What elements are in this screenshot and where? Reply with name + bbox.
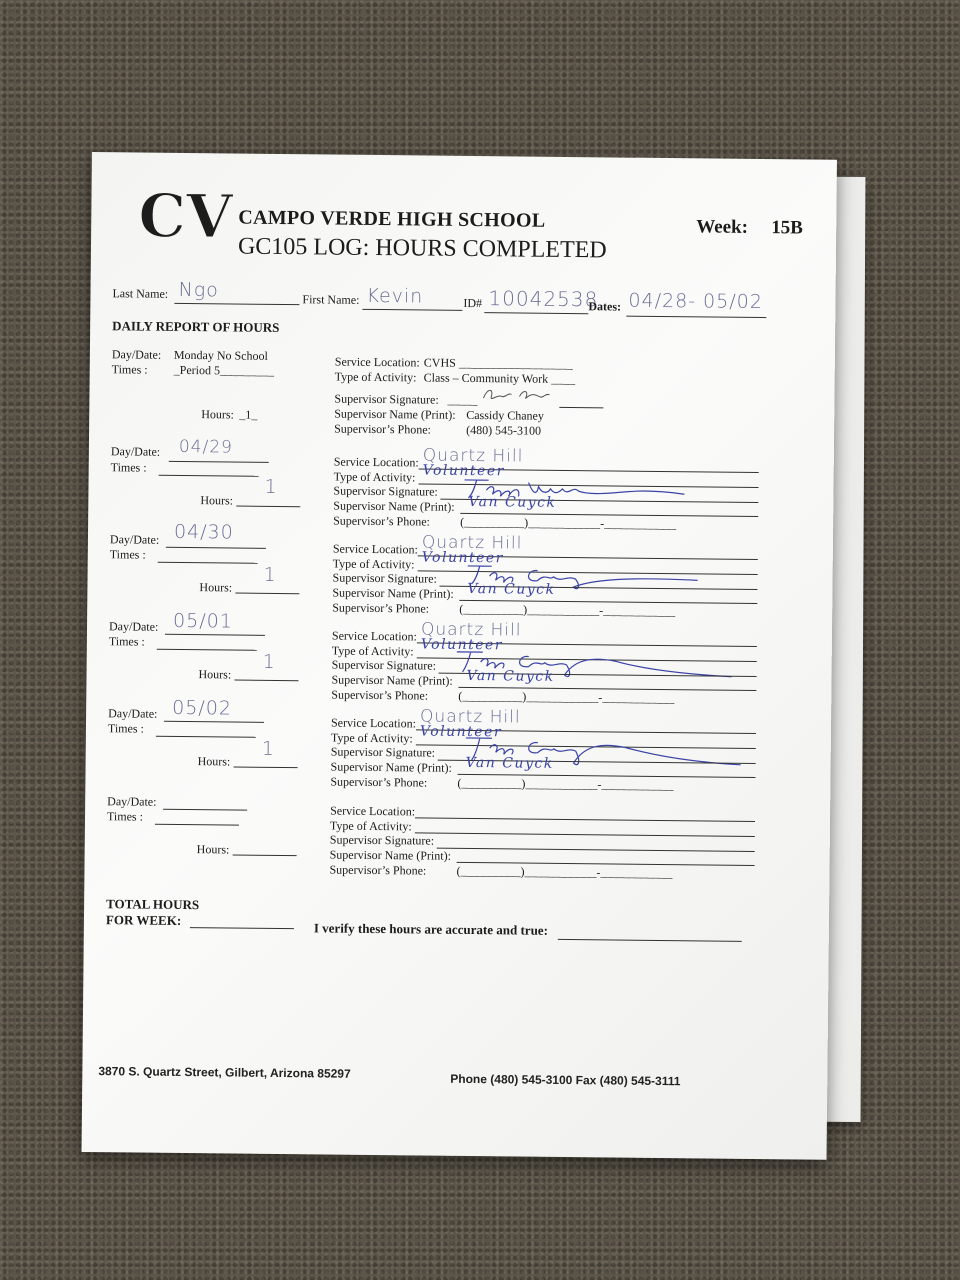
logo-text: CV xyxy=(137,181,234,253)
example-name-label: Supervisor Name (Print): xyxy=(334,406,456,422)
entry-2-phone-label: Supervisor’s Phone: xyxy=(332,600,430,616)
entry-1-activity-field[interactable]: Volunteer xyxy=(422,462,505,480)
total-hours-label-2: FOR WEEK: xyxy=(105,912,182,928)
entry-3-location-label: Service Location: xyxy=(331,628,417,644)
entry-3-name-field[interactable]: Van Cuyck xyxy=(466,667,555,685)
entry-2-name-label: Supervisor Name (Print): xyxy=(332,585,454,601)
example-activity-label: Type of Activity: xyxy=(334,369,417,385)
entry-5-phone-label: Supervisor’s Phone: xyxy=(329,862,427,878)
first-name-label: First Name: xyxy=(302,292,360,307)
section-title: DAILY REPORT OF HOURS xyxy=(112,318,280,335)
last-name-label: Last Name: xyxy=(112,286,169,301)
entry-3-times-label: Times : xyxy=(108,634,145,649)
example-phone-label: Supervisor’s Phone: xyxy=(334,421,431,437)
entry-2-phone-field[interactable]: (__________)____________-____________ xyxy=(459,601,676,619)
entry-3-phone-field[interactable]: (__________)____________-____________ xyxy=(458,688,675,706)
entry-2-location-field[interactable]: Quartz Hill xyxy=(421,532,523,554)
example-signature xyxy=(479,384,569,407)
entry-4-activity-label: Type of Activity: xyxy=(330,730,413,746)
week-label: Week: xyxy=(696,216,749,238)
example-location-label: Service Location: xyxy=(334,354,420,370)
entry-4-hours-label: Hours: xyxy=(197,754,231,769)
week-value: 15B xyxy=(771,217,804,239)
example-hours-value: _1_ xyxy=(239,407,258,422)
entry-5-day-label: Day/Date: xyxy=(107,794,157,809)
footer-address: 3870 S. Quartz Street, Gilbert, Arizona 85297 xyxy=(98,1064,351,1081)
entry-1-name-field[interactable]: Van Cuyck xyxy=(468,493,557,511)
entry-1-name-label: Supervisor Name (Print): xyxy=(333,498,455,514)
entry-2-signature-label: Supervisor Signature: xyxy=(332,570,437,586)
id-label: ID# xyxy=(463,295,483,311)
entry-4-times-label: Times : xyxy=(107,721,144,736)
entry-2-times-label: Times : xyxy=(109,547,146,562)
entry-2-activity-field[interactable]: Volunteer xyxy=(421,549,505,567)
school-name: CAMPO VERDE HIGH SCHOOL xyxy=(238,206,546,232)
dates-label: Dates: xyxy=(588,299,622,314)
entry-1-phone-label: Supervisor’s Phone: xyxy=(333,513,431,529)
entry-2-name-field[interactable]: Van Cuyck xyxy=(467,580,556,598)
entry-1-day-field[interactable]: 04/29 xyxy=(178,436,234,458)
entry-2-day-field[interactable]: 04/30 xyxy=(173,520,234,544)
entry-3-day-field[interactable]: 05/01 xyxy=(172,609,233,633)
entry-4-phone-label: Supervisor’s Phone: xyxy=(330,774,428,790)
entry-1-hours-field[interactable]: 1 xyxy=(264,475,278,498)
entry-4-name-label: Supervisor Name (Print): xyxy=(330,759,452,775)
entry-4-location-label: Service Location: xyxy=(330,715,417,731)
entry-5-signature-label: Supervisor Signature: xyxy=(329,832,435,848)
example-hours-label: Hours: xyxy=(201,407,235,422)
dates-field[interactable]: 04/28- 05/02 xyxy=(628,289,763,314)
entry-4-signature-label: Supervisor Signature: xyxy=(330,744,436,760)
entry-3-location-field[interactable]: Quartz Hill xyxy=(420,619,522,641)
entry-5-phone-field[interactable]: (__________)____________-____________ xyxy=(456,863,673,881)
example-day-value: Monday No School xyxy=(173,347,268,363)
entry-1-phone-field[interactable]: (__________)____________-____________ xyxy=(460,514,677,532)
example-times-label: Times : xyxy=(111,362,148,377)
entry-4-phone-field[interactable]: (__________)____________-____________ xyxy=(457,775,674,793)
example-location-value: CVHS ___________________ xyxy=(423,355,573,372)
entry-4-location-field[interactable]: Quartz Hill xyxy=(420,706,521,728)
example-day-label: Day/Date: xyxy=(111,347,162,362)
total-hours-field[interactable] xyxy=(190,927,294,929)
entry-2-hours-field[interactable]: 1 xyxy=(263,563,277,586)
example-phone-value: (480) 545-3100 xyxy=(466,422,542,438)
log-title: GC105 LOG: HOURS COMPLETED xyxy=(237,233,607,264)
entry-1-location-field[interactable]: Quartz Hill xyxy=(422,445,524,467)
verify-text: I verify these hours are accurate and true: xyxy=(313,920,549,938)
total-hours-label-1: TOTAL HOURS xyxy=(106,896,200,913)
log-sheet xyxy=(82,152,837,1160)
entry-4-day-label: Day/Date: xyxy=(108,706,158,721)
school-logo xyxy=(136,181,234,253)
entry-3-hours-field[interactable]: 1 xyxy=(262,650,276,673)
entry-4-day-field[interactable]: 05/02 xyxy=(172,696,233,720)
entry-2-location-label: Service Location: xyxy=(332,541,418,557)
example-name-value: Cassidy Chaney xyxy=(466,407,545,423)
entry-1-day-label: Day/Date: xyxy=(110,444,161,459)
entry-3-activity-label: Type of Activity: xyxy=(331,643,414,659)
entry-4-activity-field[interactable]: Volunteer xyxy=(419,723,503,741)
entry-3-name-label: Supervisor Name (Print): xyxy=(331,672,453,688)
footer-phone-fax: Phone (480) 545-3100 Fax (480) 545-3111 xyxy=(450,1071,681,1089)
entry-3-activity-field[interactable]: Volunteer xyxy=(420,636,504,654)
entry-1-times-label: Times : xyxy=(110,460,147,475)
entry-3-hours-label: Hours: xyxy=(198,667,232,682)
entry-5-activity-label: Type of Activity: xyxy=(329,818,412,834)
entry-3-signature-label: Supervisor Signature: xyxy=(331,657,437,673)
entry-2-hours-label: Hours: xyxy=(199,580,233,595)
entry-5-hours-label: Hours: xyxy=(196,842,230,857)
entry-2-activity-label: Type of Activity: xyxy=(332,556,415,572)
entry-3-phone-label: Supervisor’s Phone: xyxy=(331,687,429,703)
id-field[interactable]: 10042538 xyxy=(488,286,599,312)
entry-5-times-label: Times : xyxy=(106,809,144,824)
verify-signature-field[interactable] xyxy=(558,939,742,942)
entry-5-name-label: Supervisor Name (Print): xyxy=(329,847,452,863)
entry-1-signature-label: Supervisor Signature: xyxy=(333,483,438,499)
last-name-field[interactable]: Ngo xyxy=(178,278,219,302)
example-signature-label: Supervisor Signature: xyxy=(334,391,439,407)
entry-4-name-field[interactable]: Van Cuyck xyxy=(465,754,554,772)
example-times-value: _Period 5_________ xyxy=(173,362,275,378)
entry-1-location-label: Service Location: xyxy=(333,454,419,470)
entry-2-day-label: Day/Date: xyxy=(109,532,160,547)
example-activity-value: Class – Community Work ____ xyxy=(423,370,576,387)
entry-1-hours-label: Hours: xyxy=(200,493,234,508)
example-signature-blank: _____ xyxy=(447,392,478,408)
first-name-field[interactable]: Kevin xyxy=(366,284,424,308)
entry-4-hours-field[interactable]: 1 xyxy=(261,737,275,760)
entry-3-day-label: Day/Date: xyxy=(108,619,159,634)
entry-5-location-label: Service Location: xyxy=(330,803,416,819)
entry-1-activity-label: Type of Activity: xyxy=(333,469,416,485)
